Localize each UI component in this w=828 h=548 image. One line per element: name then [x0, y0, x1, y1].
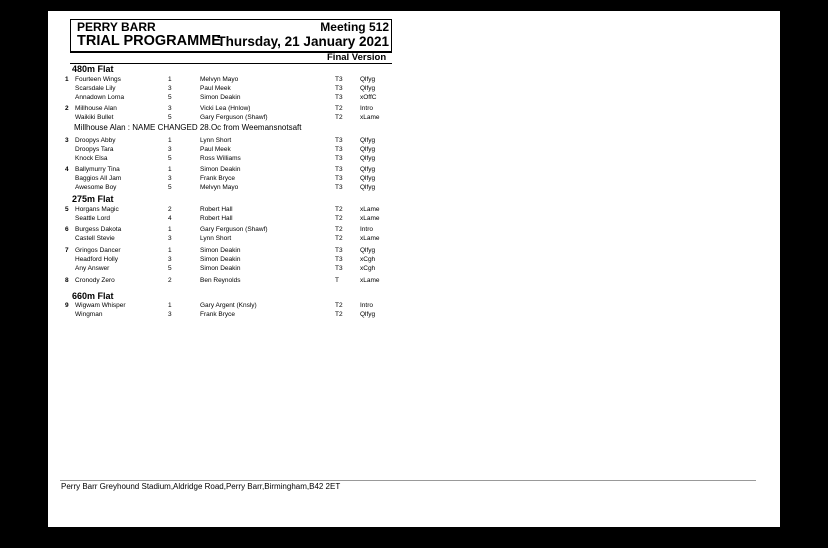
dog-name: Annadown Lorna — [75, 94, 125, 101]
trainer-name: Frank Bryce — [200, 311, 236, 318]
trap-number: 3 — [168, 85, 172, 92]
meeting-date: Thursday, 21 January 2021 — [217, 34, 389, 49]
trainer-name: Robert Hall — [200, 215, 233, 222]
trainer-name: Gary Argent (Knsly) — [200, 302, 257, 309]
trainer-name: Lynn Short — [200, 137, 232, 144]
footer-address: Perry Barr Greyhound Stadium,Aldridge Road,Perry Barr,Birmingham,B42 2ET — [61, 482, 341, 491]
trial-number: 7 — [65, 247, 69, 254]
trial-number: 3 — [65, 137, 69, 144]
trial-status: Intro — [360, 226, 374, 233]
trap-number: 5 — [168, 265, 172, 272]
trainer-name: Simon Deakin — [200, 166, 241, 173]
dog-name: Gringos Dancer — [75, 247, 121, 254]
trial-status: Qlfyg — [360, 175, 376, 182]
grade: T2 — [335, 235, 343, 242]
trap-number: 1 — [168, 247, 172, 254]
grade: T3 — [335, 76, 343, 83]
trainer-name: Simon Deakin — [200, 256, 241, 263]
dog-name: Any Answer — [75, 265, 110, 272]
dog-name: Awesome Boy — [75, 184, 117, 191]
dog-name: Wigwam Whisper — [75, 302, 126, 309]
grade: T3 — [335, 166, 343, 173]
trap-number: 2 — [168, 277, 172, 284]
trial-status: xLame — [360, 277, 380, 284]
dog-name: Cronody Zero — [75, 277, 115, 284]
grade: T3 — [335, 247, 343, 254]
trainer-name: Ross Williams — [200, 155, 241, 162]
dog-name: Droopys Abby — [75, 137, 116, 144]
trial-status: Qlfyg — [360, 311, 376, 318]
trap-number: 5 — [168, 114, 172, 121]
trainer-name: Melvyn Mayo — [200, 184, 239, 191]
grade: T3 — [335, 175, 343, 182]
grade: T3 — [335, 184, 343, 191]
dog-name: Waikiki Bullet — [75, 114, 114, 121]
dog-name: Horgans Magic — [75, 206, 119, 213]
trial-number: 4 — [65, 166, 69, 173]
dog-name: Burgess Dakota — [75, 226, 122, 233]
trap-number: 4 — [168, 215, 172, 222]
grade: T3 — [335, 94, 343, 101]
grade: T3 — [335, 265, 343, 272]
trainer-name: Simon Deakin — [200, 247, 241, 254]
trap-number: 1 — [168, 226, 172, 233]
trainer-name: Paul Meek — [200, 146, 231, 153]
dog-name: Droopys Tara — [75, 146, 114, 153]
trap-number: 3 — [168, 175, 172, 182]
trap-number: 3 — [168, 146, 172, 153]
trainer-name: Paul Meek — [200, 85, 231, 92]
trap-number: 3 — [168, 235, 172, 242]
grade: T2 — [335, 226, 343, 233]
trial-number: 2 — [65, 105, 69, 112]
trainer-name: Gary Ferguson (Shawf) — [200, 114, 268, 121]
trial-number: 9 — [65, 302, 69, 309]
trap-number: 3 — [168, 105, 172, 112]
trap-number: 5 — [168, 184, 172, 191]
trial-status: xLame — [360, 206, 380, 213]
trap-number: 1 — [168, 302, 172, 309]
dog-name: Knock Elsa — [75, 155, 108, 162]
trial-status: Qlfyg — [360, 247, 376, 254]
trial-status: Intro — [360, 105, 374, 112]
grade: T2 — [335, 105, 343, 112]
name-change-note: Millhouse Alan : NAME CHANGED 28.Oc from Weemansnotsaft — [74, 123, 302, 132]
trial-number: 1 — [65, 76, 69, 83]
trap-number: 3 — [168, 256, 172, 263]
document-page — [48, 11, 780, 527]
footer-divider — [60, 480, 756, 481]
version-divider — [70, 63, 392, 64]
trial-status: Qlfyg — [360, 85, 376, 92]
trial-status: Qlfyg — [360, 166, 376, 173]
dog-name: Fourteen Wings — [75, 76, 121, 83]
header-box — [70, 19, 392, 51]
trap-number: 1 — [168, 76, 172, 83]
version-label: Final Version — [327, 52, 387, 63]
programme-title: TRIAL PROGRAMME — [77, 33, 221, 49]
grade: T3 — [335, 137, 343, 144]
trial-status: Qlfyg — [360, 155, 376, 162]
dog-name: Scarsdale Lily — [75, 85, 116, 92]
trial-status: xLame — [360, 215, 380, 222]
trial-status: Qlfyg — [360, 146, 376, 153]
dog-name: Castell Stevie — [75, 235, 115, 242]
venue-name: PERRY BARR — [77, 20, 156, 34]
trainer-name: Simon Deakin — [200, 265, 241, 272]
trainer-name: Gary Ferguson (Shawf) — [200, 226, 268, 233]
trainer-name: Melvyn Mayo — [200, 76, 239, 83]
section-480m: 480m Flat — [72, 64, 114, 74]
trap-number: 1 — [168, 137, 172, 144]
grade: T3 — [335, 256, 343, 263]
grade: T2 — [335, 215, 343, 222]
trial-number: 5 — [65, 206, 69, 213]
trap-number: 5 — [168, 94, 172, 101]
trap-number: 1 — [168, 166, 172, 173]
dog-name: Baggios All Jam — [75, 175, 122, 182]
trainer-name: Vicki Lea (Hnlow) — [200, 105, 251, 112]
trainer-name: Frank Bryce — [200, 175, 236, 182]
dog-name: Headford Holly — [75, 256, 118, 263]
trap-number: 2 — [168, 206, 172, 213]
trainer-name: Ben Reynolds — [200, 277, 241, 284]
grade: T3 — [335, 155, 343, 162]
trial-status: Intro — [360, 302, 374, 309]
section-275m: 275m Flat — [72, 194, 114, 204]
trial-status: xLame — [360, 235, 380, 242]
trial-status: xCgh — [360, 265, 376, 272]
meeting-number: Meeting 512 — [320, 20, 389, 34]
trap-number: 5 — [168, 155, 172, 162]
grade: T2 — [335, 302, 343, 309]
grade: T3 — [335, 146, 343, 153]
trial-number: 8 — [65, 277, 69, 284]
grade: T — [335, 277, 339, 284]
grade: T2 — [335, 311, 343, 318]
trial-status: Qlfyg — [360, 184, 376, 191]
dog-name: Seattle Lord — [75, 215, 111, 222]
trial-status: xOffC — [360, 94, 377, 101]
trap-number: 3 — [168, 311, 172, 318]
grade: T2 — [335, 114, 343, 121]
trainer-name: Simon Deakin — [200, 94, 241, 101]
grade: T3 — [335, 85, 343, 92]
grade: T2 — [335, 206, 343, 213]
trial-status: xLame — [360, 114, 380, 121]
trainer-name: Lynn Short — [200, 235, 232, 242]
dog-name: Wingman — [75, 311, 103, 318]
trainer-name: Robert Hall — [200, 206, 233, 213]
trial-status: xCgh — [360, 256, 376, 263]
trial-number: 6 — [65, 226, 69, 233]
dog-name: Millhouse Alan — [75, 105, 117, 112]
dog-name: Ballymurry Tina — [75, 166, 120, 173]
section-660m: 660m Flat — [72, 291, 114, 301]
trial-status: Qlfyg — [360, 76, 376, 83]
trial-status: Qlfyg — [360, 137, 376, 144]
